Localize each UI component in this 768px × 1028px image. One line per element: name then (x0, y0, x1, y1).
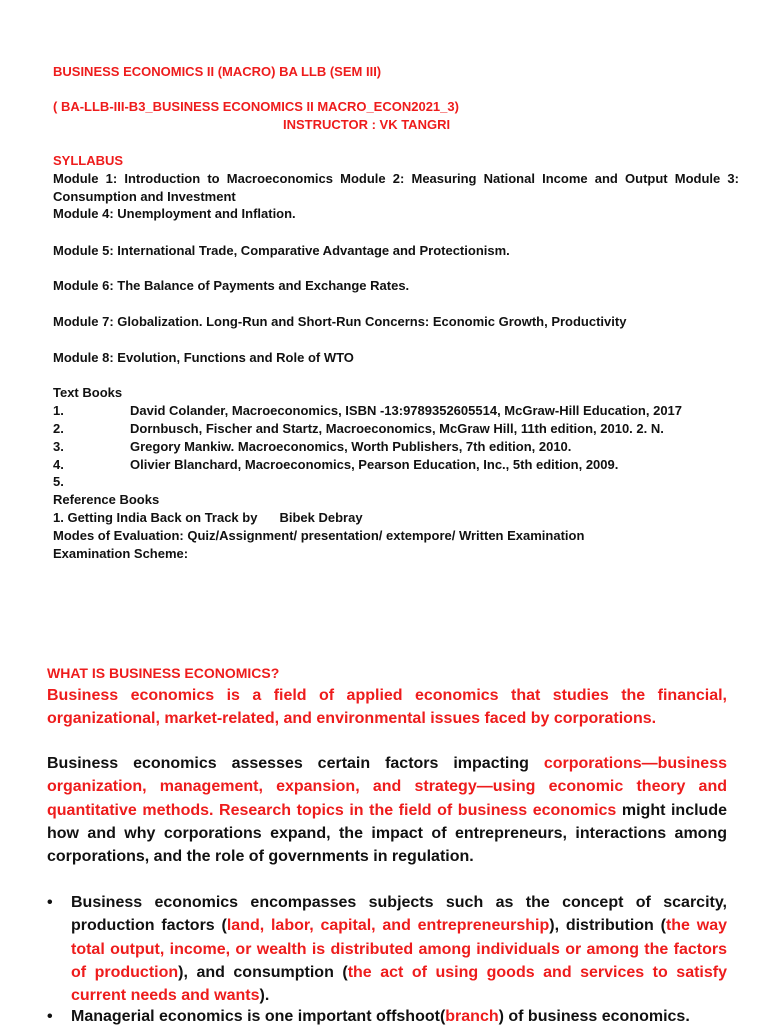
text-book-number: 1. (53, 403, 64, 418)
bullet-text-part: Business economics encompasses subjects such as the concept of scarcity, production factors ( (71, 894, 727, 935)
text-book-number: 5. (53, 474, 64, 489)
bullet-text-part: ). (259, 987, 270, 1005)
modules-1-3: Module 1: Introduction to Macroeconomics Module 2: Measuring National Income and Output Module 3: Consumption and Investment (53, 171, 739, 204)
course-code: ( BA-LLB-III-B3_BUSINESS ECONOMICS II MACRO_ECON2021_3) (53, 99, 459, 114)
text-book-citation: Olivier Blanchard, Macroeconomics, Pearson Education, Inc., 5th edition, 2009. (130, 457, 619, 472)
module-6: Module 6: The Balance of Payments and Exchange Rates. (53, 278, 410, 293)
bullet-text-part: ), distribution ( (549, 917, 666, 935)
instructor-line: INSTRUCTOR : VK TANGRI (283, 117, 451, 132)
modes-of-evaluation: Modes of Evaluation: Quiz/Assignment/ presentation/ extempore/ Written Examination (53, 528, 585, 543)
assessment-paragraph (47, 752, 727, 868)
bullet-text-part: Managerial economics is one important offshoot( (71, 1008, 446, 1025)
text-book-citation: David Colander, Macroeconomics, ISBN -13:9789352605514, McGraw-Hill Education, 2017 (130, 403, 683, 418)
reference-book-title: 1. Getting India Back on Track by (53, 510, 258, 525)
bullet-icon: • (47, 894, 53, 911)
bullet-text-part: ), and consumption ( (178, 963, 348, 981)
bullet-item (47, 891, 727, 1007)
bullet-text (71, 891, 727, 1007)
text-books-heading: Text Books (53, 385, 123, 400)
text-book-citation: Gregory Mankiw. Macroeconomics, Worth Publishers, 7th edition, 2010. (130, 439, 572, 454)
reference-book-item (53, 509, 739, 527)
bullet-text (71, 1005, 727, 1028)
text-book-number: 2. (53, 421, 64, 436)
bullet-highlight: land, labor, capital, and entrepreneurship (226, 917, 550, 935)
reference-book-author: Bibek Debray (279, 510, 363, 525)
module-5: Module 5: International Trade, Comparative Advantage and Protectionism. (53, 243, 510, 258)
paragraph-text: Business economics assesses certain factors impacting (47, 755, 544, 772)
module-7: Module 7: Globalization. Long-Run and Short-Run Concerns: Economic Growth, Productivity (53, 314, 627, 329)
what-is-heading: WHAT IS BUSINESS ECONOMICS? (47, 665, 280, 681)
bullet-highlight: the act of using goods and services to satisfy current needs and wants (71, 963, 727, 1005)
text-book-citation: Dornbusch, Fischer and Startz, Macroeconomics, McGraw Hill, 11th edition, 2010. 2. N. (130, 421, 664, 436)
course-title: BUSINESS ECONOMICS II (MACRO) BA LLB (SEM III) (53, 64, 382, 79)
module-8: Module 8: Evolution, Functions and Role of WTO (53, 350, 354, 365)
bullet-item (47, 1005, 727, 1028)
module-4: Module 4: Unemployment and Inflation. (53, 206, 296, 221)
examination-scheme: Examination Scheme: (53, 546, 189, 561)
definition-paragraph: Business economics is a field of applied economics that studies the financial, organizational, market-related, and environmental issues faced by corporations. (47, 687, 727, 728)
syllabus-heading: SYLLABUS (53, 153, 124, 168)
paragraph-text: might include how and why corporations expand, the impact of entrepreneurs, interactions among corporations, and the role of governments in regulation. (47, 801, 727, 866)
text-book-number: 3. (53, 439, 64, 454)
text-book-number: 4. (53, 457, 64, 472)
bullet-text-part: ) of business economics. (498, 1008, 690, 1025)
bullet-highlight: the way total output, income, or wealth is distributed among individuals or among the factors of production (71, 917, 728, 981)
bullet-highlight: branch (445, 1008, 499, 1025)
reference-books-heading: Reference Books (53, 492, 160, 507)
paragraph-highlight: corporations—business organization, management, expansion, and strategy—using economic theory and quantitative methods. Research topics in the field of business economics (47, 755, 727, 819)
bullet-icon: • (47, 1008, 53, 1025)
